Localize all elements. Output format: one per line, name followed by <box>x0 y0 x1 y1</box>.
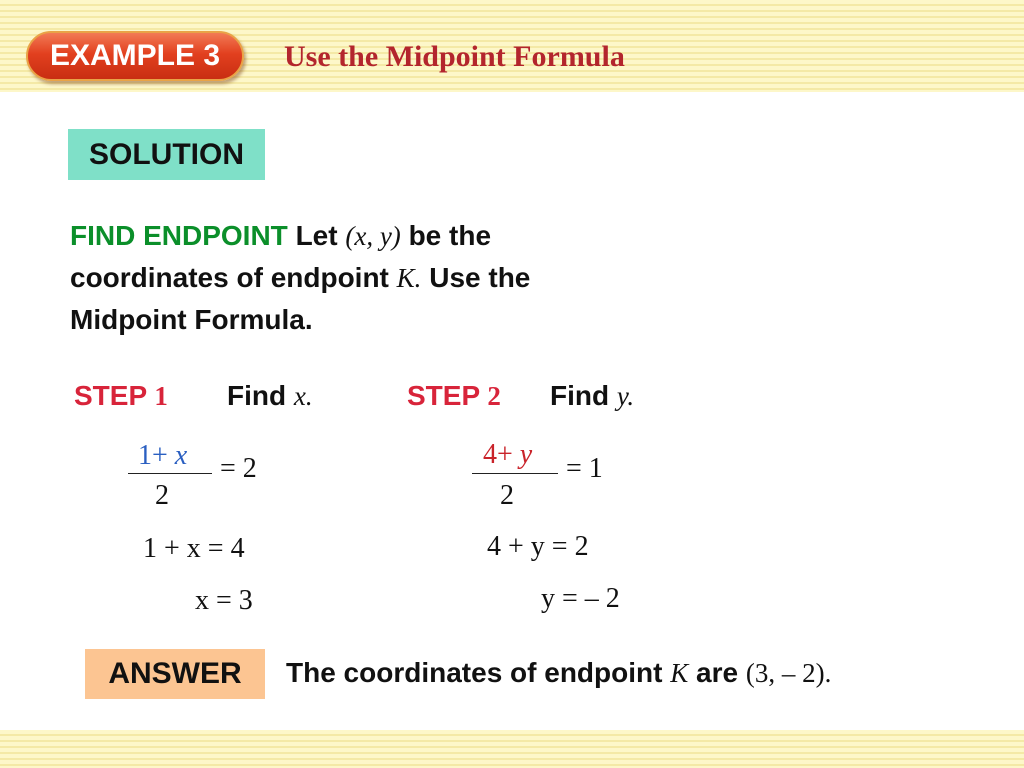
step1-find-word: Find <box>227 380 287 411</box>
answer-coords: (3, – 2). <box>745 658 832 688</box>
step1-fraction-denominator: 2 <box>155 480 169 511</box>
step2-num-a: 4+ <box>483 439 513 470</box>
step2-fraction-bar <box>472 473 558 474</box>
intro-point: K. <box>396 263 422 293</box>
answer-text <box>286 657 831 689</box>
intro-text3: Use the <box>429 262 531 293</box>
step1-line3: x = 3 <box>195 585 253 616</box>
step2-find-word: Find <box>550 380 610 411</box>
answer-label: ANSWER <box>85 649 265 699</box>
step1-word: STEP <box>74 380 147 411</box>
answer-text2: are <box>696 657 739 688</box>
step1-eq1-rhs: = 2 <box>220 453 257 484</box>
footer-band <box>0 730 1024 768</box>
example-title: Use the Midpoint Formula <box>284 40 625 73</box>
step2-num-b: y <box>519 439 533 470</box>
step2-line2: 4 + y = 2 <box>487 531 589 562</box>
step2-fraction-numerator <box>483 439 532 471</box>
intro-text2: coordinates of endpoint <box>70 262 389 293</box>
step1-fraction-numerator <box>138 440 187 472</box>
step1-fraction-bar <box>128 473 212 474</box>
step1-find-var: x. <box>293 381 313 411</box>
step2-label <box>407 380 501 412</box>
step1-label <box>74 380 168 412</box>
step1-find <box>227 380 313 412</box>
step2-find <box>550 380 634 412</box>
find-endpoint-heading: FIND ENDPOINT <box>70 220 288 251</box>
step1-line2: 1 + x = 4 <box>143 533 245 564</box>
step2-eq1-rhs: = 1 <box>566 453 603 484</box>
intro-coords: (x, y) <box>345 221 401 251</box>
step2-line3: y = – 2 <box>541 583 620 614</box>
answer-text1: The coordinates of endpoint <box>286 657 663 688</box>
step1-number: 1 <box>154 381 168 411</box>
example-badge: EXAMPLE 3 <box>26 31 244 81</box>
step1-num-b: x <box>174 440 188 471</box>
solution-label: SOLUTION <box>68 129 265 180</box>
intro-let: Let <box>295 220 338 251</box>
step2-fraction-denominator: 2 <box>500 480 514 511</box>
answer-point: K <box>670 658 689 688</box>
step2-word: STEP <box>407 380 480 411</box>
intro-paragraph <box>70 215 690 340</box>
step2-number: 2 <box>487 381 501 411</box>
step2-find-var: y. <box>616 381 635 411</box>
step1-num-a: 1+ <box>138 440 168 471</box>
intro-text4: Midpoint Formula. <box>70 304 313 335</box>
intro-text1: be the <box>408 220 492 251</box>
